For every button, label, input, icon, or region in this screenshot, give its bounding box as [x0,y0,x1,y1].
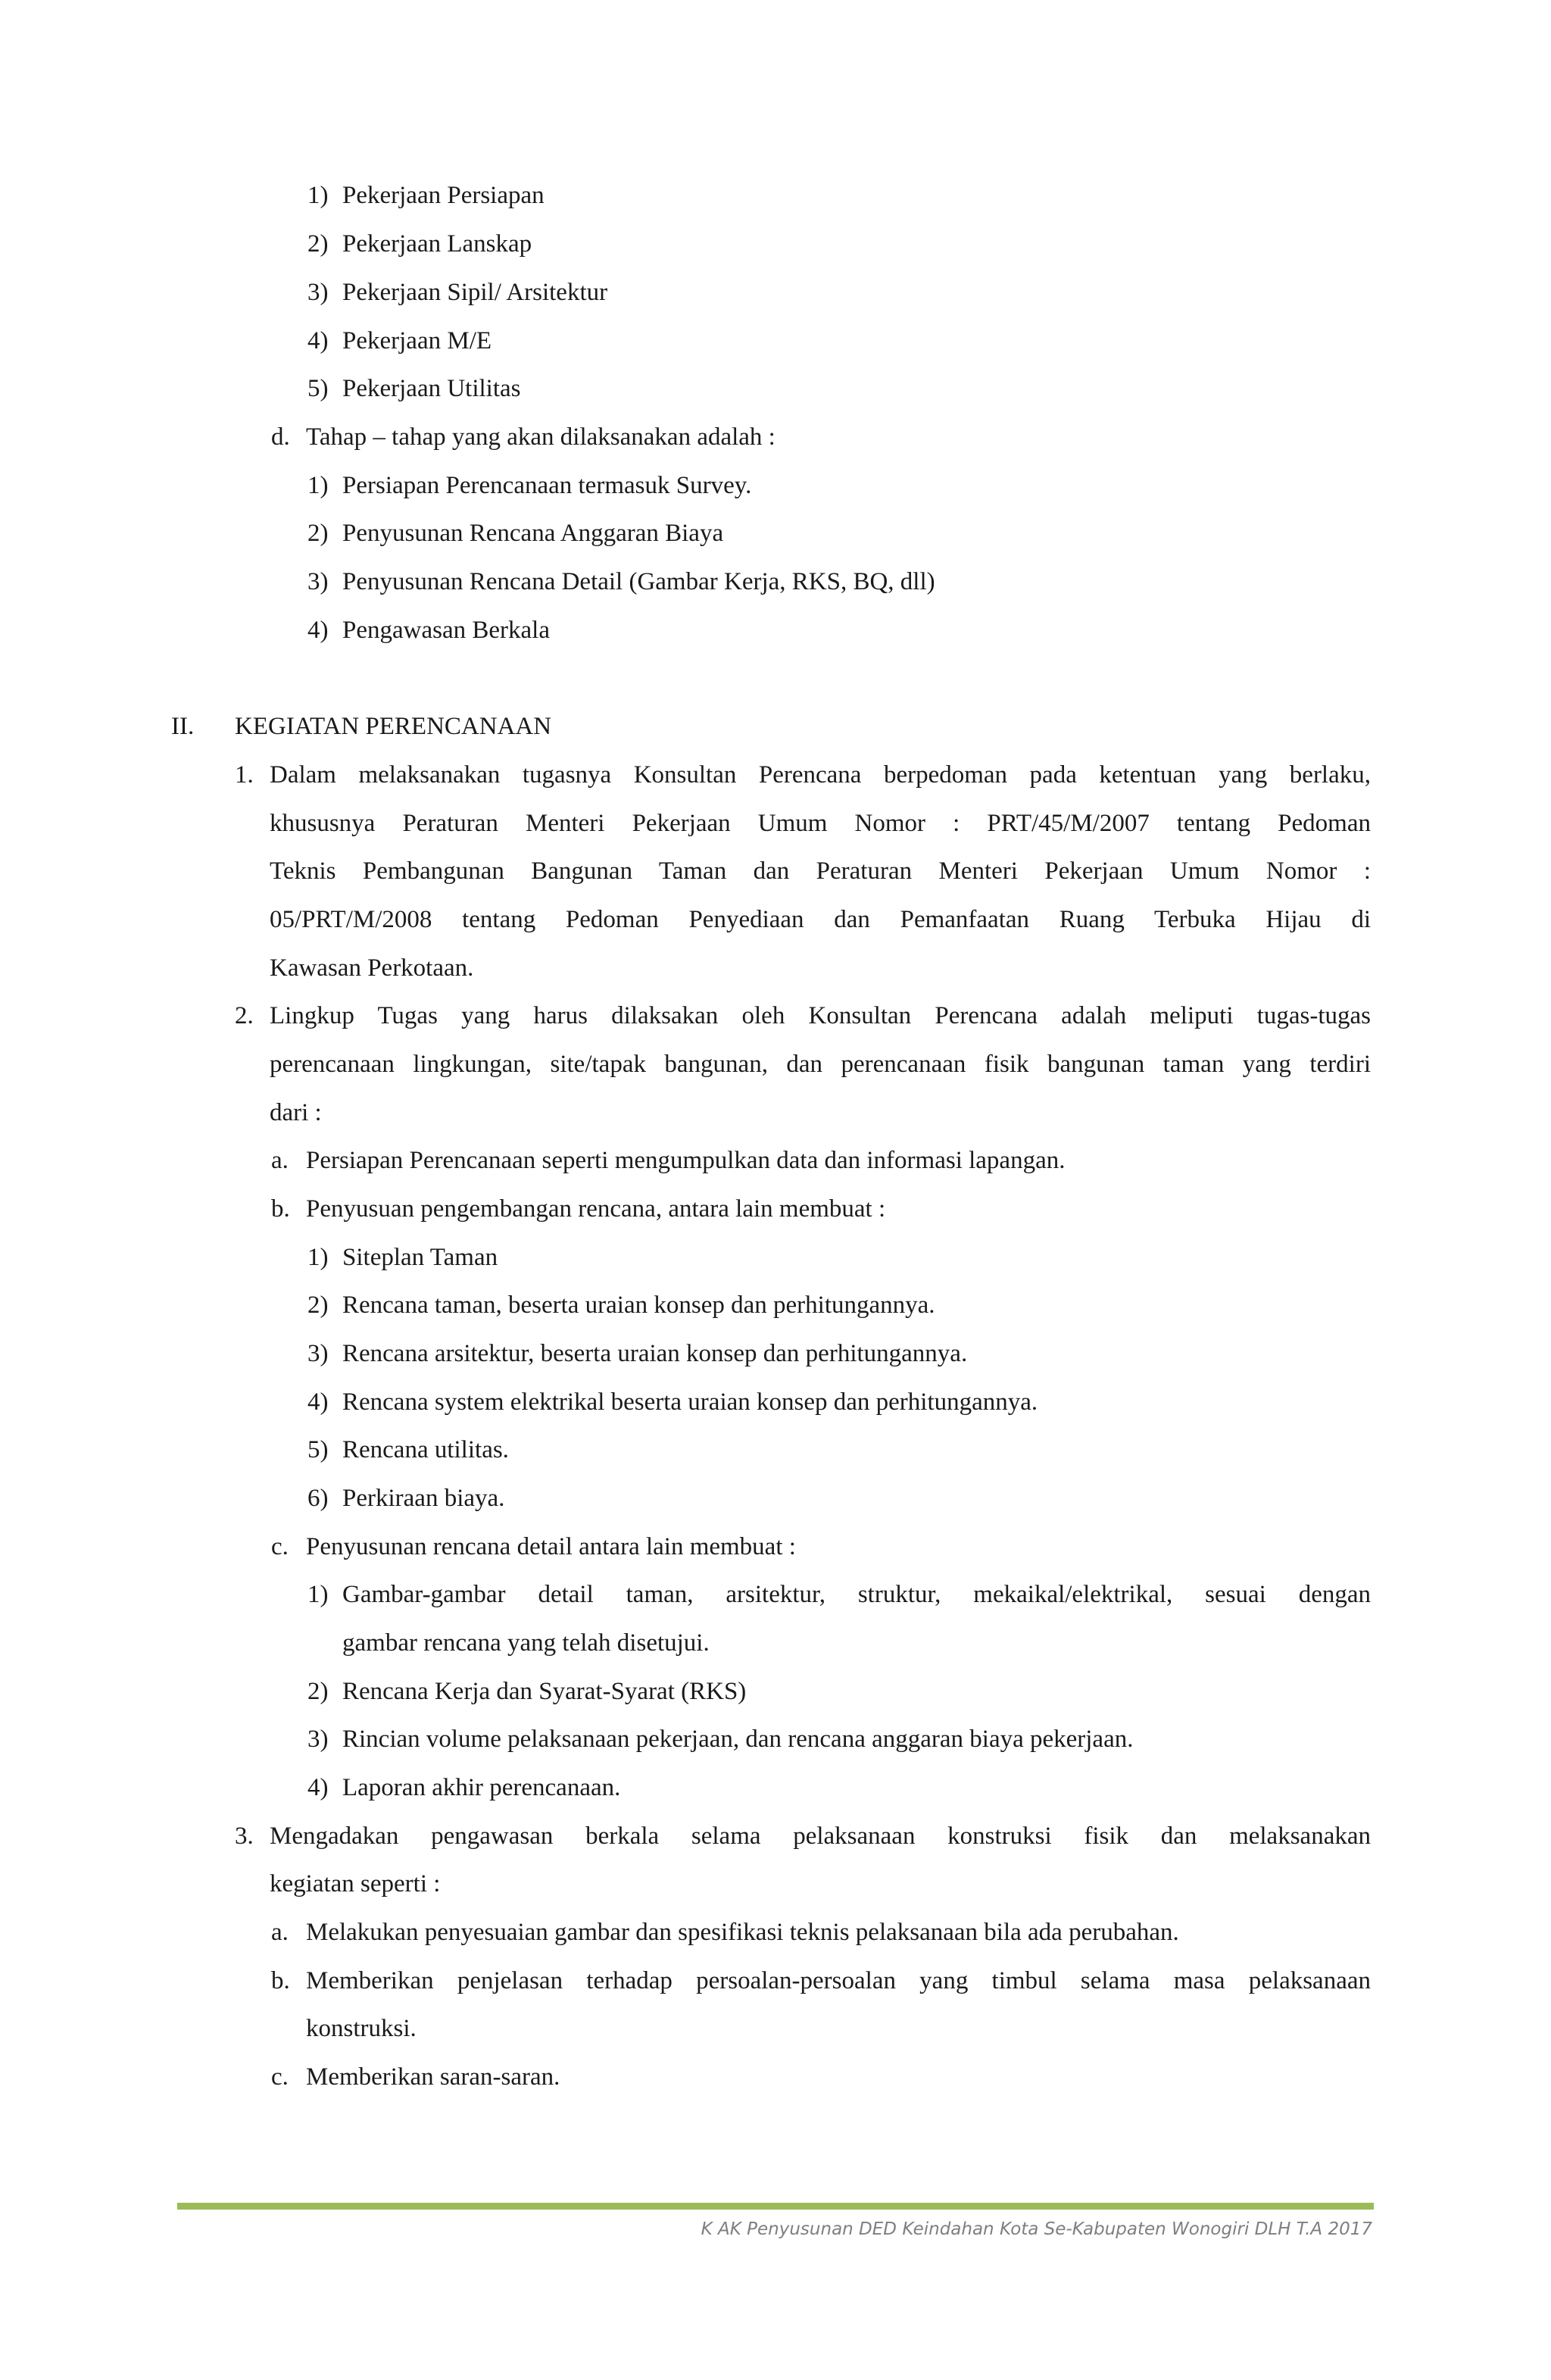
section-title: KEGIATAN PERENCANAAN [235,713,552,740]
list-marker: 4) [307,617,329,644]
list-text: Memberikan saran-saran. [306,2063,560,2091]
section-number: II. [171,713,195,740]
list-marker: a. [271,1919,289,1946]
list-marker: a. [271,1147,289,1174]
paragraph-text: perencanaan lingkungan, site/tapak bangunan, dan perencanaan fisik bangunan taman yang terdiri [270,1051,1371,1078]
paragraph-text: kegiatan seperti : [270,1870,441,1897]
list-text: Melakukan penyesuaian gambar dan spesifikasi teknis pelaksanaan bila ada perubahan. [306,1919,1179,1946]
footer-text: K AK Penyusunan DED Keindahan Kota Se-Kabupaten Wonogiri DLH T.A 2017 [701,2219,1372,2239]
list-marker: 3) [307,568,329,595]
list-text: Pekerjaan Utilitas [342,375,521,402]
paragraph-text: 05/PRT/M/2008 tentang Pedoman Penyediaan dan Pemanfaatan Ruang Terbuka Hijau di [270,906,1371,933]
list-text: Pekerjaan Lanskap [342,230,532,258]
list-text: Persiapan Perencanaan seperti mengumpulkan data dan informasi lapangan. [306,1147,1066,1174]
list-text: Penyusunan rencana detail antara lain membuat : [306,1533,796,1560]
paragraph-text: Lingkup Tugas yang harus dilaksakan oleh Konsultan Perencana adalah meliputi tugas-tugas [270,1002,1371,1029]
paragraph-text: khususnya Peraturan Menteri Pekerjaan Umum Nomor : PRT/45/M/2007 tentang Pedoman [270,810,1371,837]
list-text: Pekerjaan M/E [342,327,492,355]
list-text: Laporan akhir perencanaan. [342,1774,621,1801]
list-marker: 3) [307,1340,329,1367]
list-marker: 2) [307,1292,329,1319]
list-marker: 2. [235,1002,254,1029]
list-marker: 3) [307,279,329,306]
list-marker: 6) [307,1485,329,1512]
list-marker: 2) [307,1678,329,1705]
list-text: Rencana taman, beserta uraian konsep dan perhitungannya. [342,1292,935,1319]
paragraph-text: Teknis Pembangunan Bangunan Taman dan Peraturan Menteri Pekerjaan Umum Nomor : [270,857,1371,885]
list-marker: 2) [307,520,329,547]
list-marker: 4) [307,327,329,355]
list-marker: 1) [307,472,329,499]
list-text: Rencana arsitektur, beserta uraian konsep dan perhitungannya. [342,1340,968,1367]
list-text: Gambar-gambar detail taman, arsitektur, struktur, mekaikal/elektrikal, sesuai dengan [342,1581,1371,1608]
paragraph-text: Mengadakan pengawasan berkala selama pelaksanaan konstruksi fisik dan melaksanakan [270,1822,1371,1850]
list-text: Siteplan Taman [342,1244,498,1271]
list-marker: 4) [307,1388,329,1416]
list-text: Pekerjaan Sipil/ Arsitektur [342,279,608,306]
list-marker: 5) [307,1436,329,1463]
list-text: gambar rencana yang telah disetujui. [342,1629,710,1657]
list-text: Perkiraan biaya. [342,1485,505,1512]
paragraph-text: Kawasan Perkotaan. [270,954,474,982]
list-marker: 2) [307,230,329,258]
list-marker: c. [271,2063,289,2091]
list-marker: 5) [307,375,329,402]
list-text: Rincian volume pelaksanaan pekerjaan, dan rencana anggaran biaya pekerjaan. [342,1726,1134,1753]
list-marker: 1) [307,1581,329,1608]
list-text: Memberikan penjelasan terhadap persoalan-persoalan yang timbul selama masa pelaksanaan [306,1967,1371,1994]
list-marker: 1) [307,1244,329,1271]
list-text: Persiapan Perencanaan termasuk Survey. [342,472,752,499]
list-text: Pekerjaan Persiapan [342,182,545,209]
list-text: Rencana Kerja dan Syarat-Syarat (RKS) [342,1678,747,1705]
list-text: Penyusunan Rencana Anggaran Biaya [342,520,724,547]
list-text: Pengawasan Berkala [342,617,550,644]
list-marker: 1) [307,182,329,209]
list-marker: d. [271,423,290,451]
list-marker: 3. [235,1822,254,1850]
list-text: Rencana system elektrikal beserta uraian konsep dan perhitungannya. [342,1388,1038,1416]
list-marker: c. [271,1533,289,1560]
list-text: konstruksi. [306,2015,417,2042]
paragraph-text: Dalam melaksanakan tugasnya Konsultan Perencana berpedoman pada ketentuan yang berlaku, [270,761,1371,789]
list-marker: 1. [235,761,254,789]
list-marker: 3) [307,1726,329,1753]
list-marker: 4) [307,1774,329,1801]
list-text: Penyusunan Rencana Detail (Gambar Kerja, RKS, BQ, dll) [342,568,935,595]
list-text: Tahap – tahap yang akan dilaksanakan adalah : [306,423,776,451]
list-marker: b. [271,1195,290,1223]
list-text: Penyusuan pengembangan rencana, antara lain membuat : [306,1195,886,1223]
list-text: Rencana utilitas. [342,1436,509,1463]
paragraph-text: dari : [270,1099,322,1126]
list-marker: b. [271,1967,290,1994]
footer-divider [177,2203,1374,2210]
